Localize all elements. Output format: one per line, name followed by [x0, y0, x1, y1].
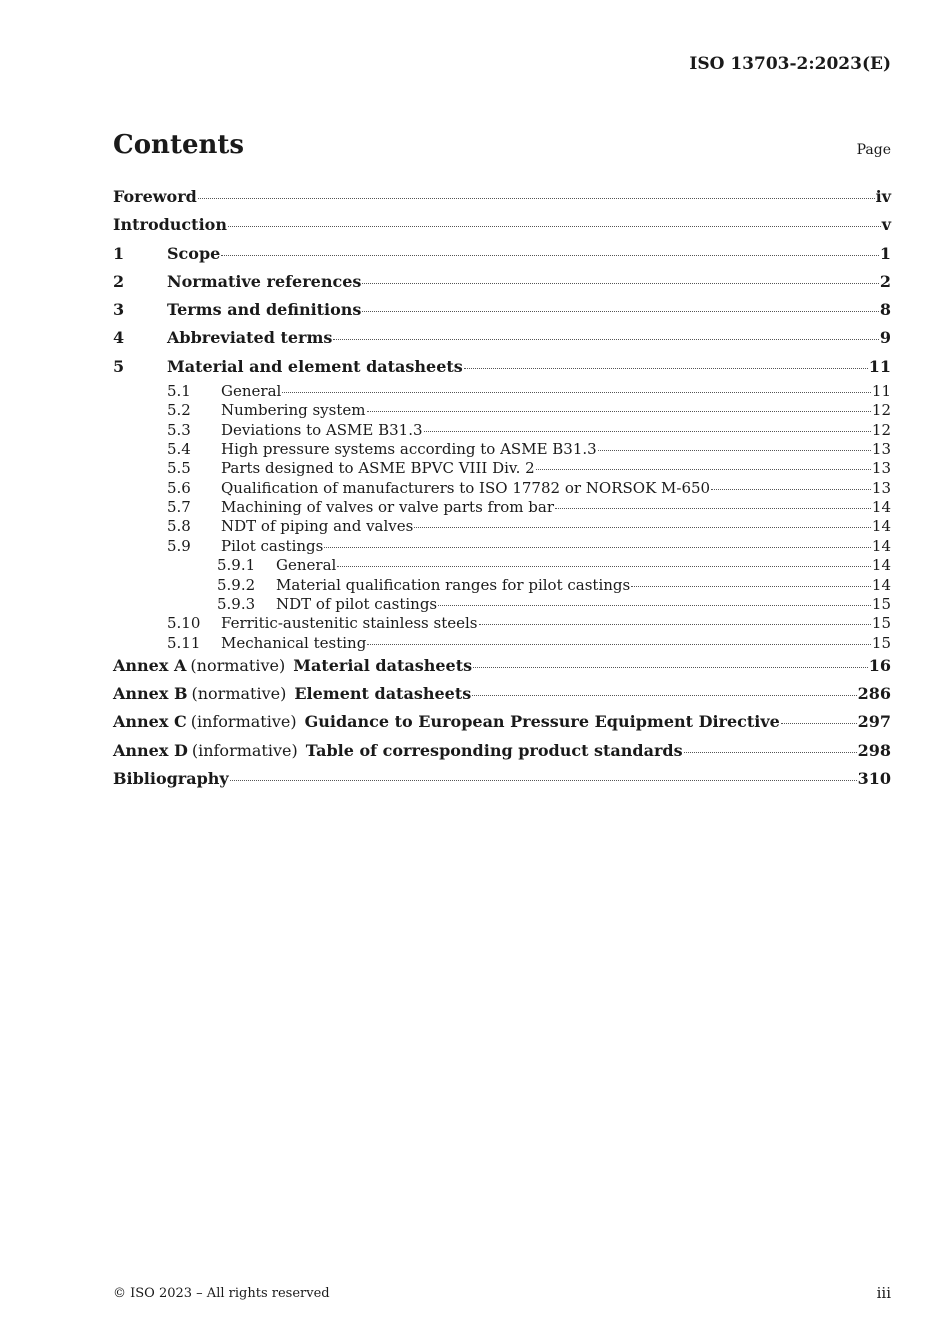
toc-entry-title: Numbering system — [221, 401, 366, 420]
page-number: iii — [876, 1284, 891, 1302]
toc-entry[interactable] — [113, 459, 891, 478]
toc-entry-page: 297 — [857, 712, 891, 732]
toc-leader-dots — [438, 605, 871, 606]
toc-entry[interactable] — [113, 634, 891, 653]
toc-entry-page: 1 — [879, 243, 891, 263]
toc-entry[interactable] — [113, 421, 891, 440]
toc-entry-page: 14 — [871, 498, 891, 517]
toc-leader-dots — [324, 547, 871, 548]
toc-entry-page: 286 — [857, 684, 891, 704]
document-id: ISO 13703-2:2023(E) — [689, 54, 891, 74]
toc-entry[interactable] — [113, 498, 891, 517]
toc-leader-dots — [536, 469, 871, 470]
toc-entry-title: High pressure systems according to ASME B31.3 — [221, 440, 597, 459]
toc-leader-dots — [598, 450, 871, 451]
toc-entry[interactable] — [113, 382, 891, 401]
toc-entry-number: 5.5 — [167, 459, 191, 478]
toc-entry[interactable] — [113, 325, 891, 353]
toc-entry-title: Table of corresponding product standards — [305, 740, 683, 760]
toc-entry-number: 5.6 — [167, 478, 191, 497]
toc-annex-kind: (informative) — [190, 712, 297, 732]
toc-entry-number: 4 — [113, 328, 125, 348]
toc-entry[interactable] — [113, 517, 891, 536]
toc-entry-number: 2 — [113, 271, 125, 291]
toc-entry-number: 5.9.3 — [217, 594, 256, 613]
toc-entry[interactable] — [113, 212, 891, 240]
toc-leader-dots — [464, 368, 868, 369]
toc-annex-kind: (normative) — [190, 655, 286, 675]
toc-entry-number: 5.4 — [167, 440, 191, 459]
toc-leader-dots — [228, 226, 881, 227]
toc-annex-kind: (informative) — [191, 740, 298, 760]
toc-entry-page: 16 — [868, 655, 891, 675]
toc-leader-dots — [781, 723, 857, 724]
toc-entry-page: 15 — [871, 594, 891, 613]
toc-entry-title: Guidance to European Pressure Equipment Directive — [304, 712, 780, 732]
toc-entry-title: General — [276, 556, 337, 575]
copyright-notice: © ISO 2023 – All rights reserved — [113, 1286, 330, 1301]
toc-entry-title: Parts designed to ASME BPVC VIII Div. 2 — [221, 459, 535, 478]
toc-entry[interactable] — [113, 709, 891, 737]
toc-entry-number: 5.1 — [167, 382, 191, 401]
toc-annex-label: Annex B — [113, 684, 188, 704]
page-column-label: Page — [856, 142, 891, 158]
toc-entry[interactable] — [113, 595, 891, 614]
toc-annex-kind: (normative) — [191, 684, 287, 704]
toc-entry-page: 12 — [871, 420, 891, 439]
toc-entry[interactable] — [113, 354, 891, 382]
toc-entry-title: NDT of pilot castings — [276, 594, 438, 613]
toc-entry-title: Terms and definitions — [167, 300, 362, 320]
toc-entry[interactable] — [113, 479, 891, 498]
toc-entry-page: 11 — [871, 382, 891, 401]
toc-leader-dots — [367, 644, 871, 645]
toc-entry-title: Element datasheets — [294, 684, 472, 704]
toc-entry[interactable] — [113, 614, 891, 633]
toc-entry-page: 12 — [871, 401, 891, 420]
toc-entry-title: Mechanical testing — [221, 633, 367, 652]
toc-entry-title: Deviations to ASME B31.3 — [221, 420, 423, 439]
toc-entry-page: iv — [875, 187, 891, 206]
toc-entry[interactable] — [113, 269, 891, 297]
toc-entry-page: 2 — [879, 271, 891, 291]
toc-entry-number: 5.3 — [167, 420, 191, 439]
toc-entry-title: Abbreviated terms — [167, 328, 333, 348]
toc-entry[interactable] — [113, 681, 891, 709]
toc-entry[interactable] — [113, 653, 891, 681]
toc-leader-dots — [555, 508, 871, 509]
toc-entry-page: 15 — [871, 633, 891, 652]
toc-leader-dots — [684, 752, 857, 753]
toc-entry-number: 5.11 — [167, 633, 201, 652]
toc-entry-title: General — [221, 382, 282, 401]
toc-entry-page: 15 — [871, 614, 891, 633]
toc-entry[interactable] — [113, 556, 891, 575]
toc-entry-page: 13 — [871, 459, 891, 478]
toc-entry-page: 13 — [871, 440, 891, 459]
toc-entry-title: Material qualification ranges for pilot castings — [276, 575, 631, 594]
toc-entry-title: Material datasheets — [293, 655, 473, 675]
toc-entry-number: 5 — [113, 356, 125, 376]
toc-entry[interactable] — [113, 184, 891, 212]
toc-entry-number: 3 — [113, 300, 125, 320]
toc-entry-number: 5.8 — [167, 517, 191, 536]
toc-entry-page: v — [881, 215, 891, 235]
toc-leader-dots — [414, 527, 871, 528]
toc-leader-dots — [631, 586, 871, 587]
toc-annex-label: Annex A — [113, 655, 187, 675]
toc-entry-title: Pilot castings — [221, 536, 324, 555]
toc-entry-title: Material and element datasheets — [167, 356, 463, 376]
toc-leader-dots — [198, 198, 875, 199]
toc-entry-title: NDT of piping and valves — [221, 517, 414, 536]
toc-entry[interactable] — [113, 440, 891, 459]
toc-entry-page: 8 — [879, 300, 891, 320]
toc-entry-number: 5.9.2 — [217, 575, 256, 594]
toc-entry-title: Bibliography — [113, 769, 229, 789]
toc-leader-dots — [282, 392, 871, 393]
toc-entry-title: Foreword — [113, 187, 197, 206]
toc-leader-dots — [337, 566, 871, 567]
toc-entry[interactable] — [113, 401, 891, 420]
toc-entry-page: 14 — [871, 517, 891, 536]
toc-leader-dots — [230, 780, 857, 781]
toc-entry[interactable] — [113, 766, 891, 794]
toc-entry[interactable] — [113, 537, 891, 556]
toc-entry[interactable] — [113, 738, 891, 766]
table-of-contents — [113, 184, 891, 794]
toc-entry-number: 5.2 — [167, 401, 191, 420]
toc-entry[interactable] — [113, 241, 891, 269]
toc-entry-page: 298 — [857, 740, 891, 760]
toc-entry-page: 14 — [871, 536, 891, 555]
toc-entry-title: Scope — [167, 243, 221, 263]
toc-leader-dots — [362, 283, 878, 284]
toc-leader-dots — [221, 255, 879, 256]
toc-leader-dots — [362, 311, 878, 312]
toc-entry-title: Ferritic-austenitic stainless steels — [221, 614, 478, 633]
toc-entry-title: Normative references — [167, 271, 362, 291]
toc-entry[interactable] — [113, 576, 891, 595]
toc-entry-title: Introduction — [113, 215, 227, 235]
toc-leader-dots — [333, 339, 878, 340]
toc-leader-dots — [367, 411, 871, 412]
toc-entry-page: 310 — [857, 769, 891, 789]
toc-annex-label: Annex C — [113, 712, 187, 732]
toc-annex-label: Annex D — [113, 740, 188, 760]
toc-leader-dots — [479, 624, 871, 625]
toc-entry-page: 13 — [871, 478, 891, 497]
toc-entry-number: 5.10 — [167, 614, 201, 633]
toc-entry-number: 5.9.1 — [217, 556, 256, 575]
toc-entry-number: 1 — [113, 243, 125, 263]
toc-entry-number: 5.9 — [167, 536, 191, 555]
toc-leader-dots — [711, 489, 871, 490]
toc-entry-title: Qualification of manufacturers to ISO 17782 or NORSOK M-650 — [221, 478, 711, 497]
toc-leader-dots — [424, 431, 871, 432]
toc-entry[interactable] — [113, 297, 891, 325]
toc-entry-number: 5.7 — [167, 498, 191, 517]
toc-entry-page: 9 — [879, 328, 891, 348]
toc-entry-page: 11 — [868, 356, 891, 376]
toc-entry-page: 14 — [871, 575, 891, 594]
toc-entry-page: 14 — [871, 556, 891, 575]
toc-entry-title: Machining of valves or valve parts from bar — [221, 498, 555, 517]
page-title: Contents — [113, 130, 245, 160]
toc-leader-dots — [473, 667, 868, 668]
toc-leader-dots — [472, 695, 856, 696]
